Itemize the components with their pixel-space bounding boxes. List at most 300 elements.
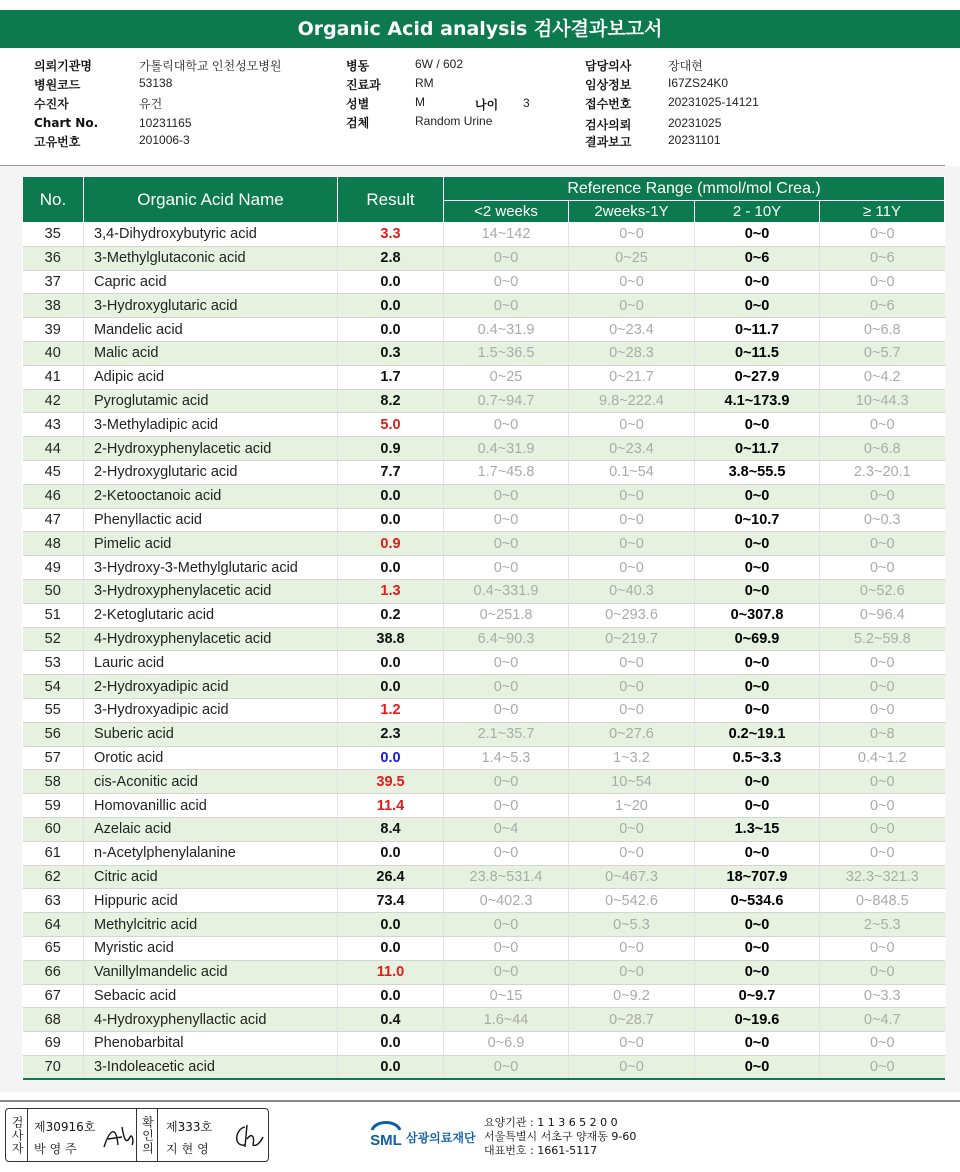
info-label: 고유번호 xyxy=(34,135,81,149)
acid-name: Phenyllactic acid xyxy=(84,508,338,532)
row-number: 53 xyxy=(23,651,84,675)
table-row xyxy=(23,865,945,889)
table-row xyxy=(23,389,945,413)
reference-range: 0~0 xyxy=(695,294,820,318)
reference-range: 0~542.6 xyxy=(569,889,695,913)
row-number: 35 xyxy=(23,223,84,247)
table-row xyxy=(23,556,945,580)
info-label: 병동 xyxy=(346,59,370,73)
table-row xyxy=(23,294,945,318)
acid-name: 3-Indoleacetic acid xyxy=(84,1055,338,1079)
reference-range: 0~0 xyxy=(695,651,820,675)
table-row xyxy=(23,770,945,794)
table-row xyxy=(23,1008,945,1032)
row-number: 43 xyxy=(23,413,84,437)
reference-range: 0~25 xyxy=(569,246,695,270)
reference-range: 0~0 xyxy=(695,413,820,437)
acid-name: Mandelic acid xyxy=(84,318,338,342)
result-value: 0.0 xyxy=(338,984,444,1008)
header-range-11y: ≥ 11Y xyxy=(820,201,945,223)
table-row xyxy=(23,460,945,484)
reference-range: 0~6.9 xyxy=(444,1032,569,1056)
acid-name: Capric acid xyxy=(84,270,338,294)
result-value: 0.9 xyxy=(338,437,444,461)
row-number: 56 xyxy=(23,722,84,746)
row-number: 69 xyxy=(23,1032,84,1056)
reference-range: 0.1~54 xyxy=(569,460,695,484)
header-range-2-10y: 2 - 10Y xyxy=(695,201,820,223)
reference-range: 0~0 xyxy=(569,960,695,984)
info-value: 20231025 xyxy=(668,116,722,130)
info-label: 결과보고 xyxy=(585,135,632,149)
table-row xyxy=(23,984,945,1008)
reference-range: 0~69.9 xyxy=(695,627,820,651)
age-label: 나이 xyxy=(475,98,499,112)
reference-range: 0~0 xyxy=(444,413,569,437)
info-label: 접수번호 xyxy=(585,97,632,111)
reference-range: 1.4~5.3 xyxy=(444,746,569,770)
result-value: 0.0 xyxy=(338,746,444,770)
info-value: 장대현 xyxy=(668,59,703,73)
result-value: 0.0 xyxy=(338,1032,444,1056)
reference-range: 0~0 xyxy=(444,794,569,818)
reference-range: 0~0 xyxy=(569,413,695,437)
reference-range: 0~11.7 xyxy=(695,318,820,342)
acid-name: 2-Hydroxyglutaric acid xyxy=(84,460,338,484)
reference-range: 2.3~20.1 xyxy=(820,460,945,484)
info-value: M xyxy=(415,95,425,109)
result-value: 1.3 xyxy=(338,579,444,603)
reference-range: 0~0 xyxy=(444,508,569,532)
table-row xyxy=(23,1032,945,1056)
result-value: 0.0 xyxy=(338,556,444,580)
result-value: 73.4 xyxy=(338,889,444,913)
row-number: 68 xyxy=(23,1008,84,1032)
reference-range: 0~28.3 xyxy=(569,341,695,365)
reference-range: 0~0 xyxy=(695,675,820,699)
row-number: 40 xyxy=(23,341,84,365)
acid-name: Citric acid xyxy=(84,865,338,889)
acid-name: 2-Ketooctanoic acid xyxy=(84,484,338,508)
result-value: 11.0 xyxy=(338,960,444,984)
table-row xyxy=(23,270,945,294)
reference-range: 0~19.6 xyxy=(695,1008,820,1032)
reference-range: 0~5.3 xyxy=(569,913,695,937)
results-body xyxy=(23,223,945,1080)
result-value: 5.0 xyxy=(338,413,444,437)
reference-range: 0~0 xyxy=(820,1032,945,1056)
row-number: 44 xyxy=(23,437,84,461)
reference-range: 0~0 xyxy=(820,532,945,556)
reference-range: 0~0 xyxy=(695,579,820,603)
reference-range: 0.7~94.7 xyxy=(444,389,569,413)
reference-range: 0~0 xyxy=(820,413,945,437)
reference-range: 0~10.7 xyxy=(695,508,820,532)
reference-range: 0~27.6 xyxy=(569,722,695,746)
reference-range: 0~0 xyxy=(820,794,945,818)
result-value: 7.7 xyxy=(338,460,444,484)
table-row xyxy=(23,318,945,342)
reference-range: 0~0 xyxy=(444,532,569,556)
reference-range: 0~0 xyxy=(695,1055,820,1079)
table-row xyxy=(23,889,945,913)
acid-name: Lauric acid xyxy=(84,651,338,675)
confirm-label: 확인의 xyxy=(136,1109,158,1161)
acid-name: Adipic acid xyxy=(84,365,338,389)
reference-range: 0~0 xyxy=(444,484,569,508)
reference-range: 0~0 xyxy=(444,294,569,318)
age-value: 3 xyxy=(523,96,530,110)
tester-code: 제30916호 xyxy=(34,1120,96,1134)
reference-range: 0~6 xyxy=(820,294,945,318)
info-label: 임상정보 xyxy=(585,78,632,92)
info-label: 수진자 xyxy=(34,97,69,111)
reference-range: 0~4.2 xyxy=(820,365,945,389)
reference-range: 0~0 xyxy=(569,651,695,675)
info-label: 담당의사 xyxy=(585,59,632,73)
reference-range: 0.2~19.1 xyxy=(695,722,820,746)
table-row xyxy=(23,508,945,532)
row-number: 65 xyxy=(23,936,84,960)
result-value: 0.0 xyxy=(338,508,444,532)
result-value: 0.0 xyxy=(338,936,444,960)
reference-range: 0~4 xyxy=(444,817,569,841)
patient-info xyxy=(0,55,960,165)
acid-name: cis-Aconitic acid xyxy=(84,770,338,794)
row-number: 51 xyxy=(23,603,84,627)
reference-range: 18~707.9 xyxy=(695,865,820,889)
reference-range: 1.3~15 xyxy=(695,817,820,841)
info-label: 병원코드 xyxy=(34,78,81,92)
reference-range: 0~0 xyxy=(569,556,695,580)
header-name: Organic Acid Name xyxy=(84,177,338,223)
reference-range: 0~6.8 xyxy=(820,318,945,342)
acid-name: 2-Hydroxyadipic acid xyxy=(84,675,338,699)
acid-name: Hippuric acid xyxy=(84,889,338,913)
reference-range: 0~293.6 xyxy=(569,603,695,627)
row-number: 64 xyxy=(23,913,84,937)
row-number: 63 xyxy=(23,889,84,913)
reference-range: 0~467.3 xyxy=(569,865,695,889)
result-value: 8.2 xyxy=(338,389,444,413)
reference-range: 0~0 xyxy=(444,936,569,960)
reference-range: 0~0 xyxy=(444,770,569,794)
tester-signature-icon xyxy=(102,1119,136,1153)
result-value: 2.3 xyxy=(338,722,444,746)
reference-range: 0~0 xyxy=(820,223,945,247)
reference-range: 0~0 xyxy=(820,698,945,722)
reference-range: 3.8~55.5 xyxy=(695,460,820,484)
reference-range: 0~0 xyxy=(569,1032,695,1056)
table-row xyxy=(23,532,945,556)
org-line: 서울특별시 서초구 양재동 9-60 xyxy=(484,1130,637,1143)
acid-name: 3-Methyladipic acid xyxy=(84,413,338,437)
acid-name: 3-Hydroxyadipic acid xyxy=(84,698,338,722)
reference-range: 0~96.4 xyxy=(820,603,945,627)
reference-range: 0~0 xyxy=(569,936,695,960)
result-value: 39.5 xyxy=(338,770,444,794)
table-row xyxy=(23,913,945,937)
reference-range: 9.8~222.4 xyxy=(569,389,695,413)
reference-range: 0~15 xyxy=(444,984,569,1008)
result-value: 1.7 xyxy=(338,365,444,389)
reference-range: 0~9.7 xyxy=(695,984,820,1008)
table-row xyxy=(23,484,945,508)
reference-range: 0~0 xyxy=(820,841,945,865)
row-number: 60 xyxy=(23,817,84,841)
table-row xyxy=(23,413,945,437)
reference-range: 0~0 xyxy=(695,556,820,580)
reference-range: 1.7~45.8 xyxy=(444,460,569,484)
reference-range: 0~0 xyxy=(444,246,569,270)
row-number: 45 xyxy=(23,460,84,484)
acid-name: 2-Ketoglutaric acid xyxy=(84,603,338,627)
reference-range: 0~11.5 xyxy=(695,341,820,365)
result-value: 0.0 xyxy=(338,913,444,937)
row-number: 47 xyxy=(23,508,84,532)
reference-range: 10~44.3 xyxy=(820,389,945,413)
reference-range: 0~402.3 xyxy=(444,889,569,913)
row-number: 59 xyxy=(23,794,84,818)
acid-name: Azelaic acid xyxy=(84,817,338,841)
acid-name: 4-Hydroxyphenyllactic acid xyxy=(84,1008,338,1032)
reference-range: 0~0 xyxy=(569,532,695,556)
reference-range: 1.5~36.5 xyxy=(444,341,569,365)
table-row xyxy=(23,675,945,699)
row-number: 36 xyxy=(23,246,84,270)
reference-range: 0~0 xyxy=(820,770,945,794)
header-range-under-2w: <2 weeks xyxy=(444,201,569,223)
reference-range: 0~0 xyxy=(569,698,695,722)
acid-name: Malic acid xyxy=(84,341,338,365)
reference-range: 0~5.7 xyxy=(820,341,945,365)
reference-range: 1.6~44 xyxy=(444,1008,569,1032)
row-number: 62 xyxy=(23,865,84,889)
reference-range: 0~0 xyxy=(569,294,695,318)
table-row xyxy=(23,365,945,389)
reference-range: 0~0 xyxy=(695,223,820,247)
acid-name: Phenobarbital xyxy=(84,1032,338,1056)
reference-range: 0.5~3.3 xyxy=(695,746,820,770)
reference-range: 0~21.7 xyxy=(569,365,695,389)
reference-range: 0~0 xyxy=(444,698,569,722)
reference-range: 0~0 xyxy=(820,484,945,508)
info-value: 6W / 602 xyxy=(415,57,464,71)
reference-range: 0~0 xyxy=(569,484,695,508)
reference-range: 0~534.6 xyxy=(695,889,820,913)
reference-range: 2~5.3 xyxy=(820,913,945,937)
result-value: 8.4 xyxy=(338,817,444,841)
row-number: 66 xyxy=(23,960,84,984)
org-info xyxy=(484,1116,636,1158)
reference-range: 0~0 xyxy=(695,698,820,722)
reference-range: 0~0 xyxy=(820,1055,945,1079)
reference-range: 0~0 xyxy=(569,1055,695,1079)
reference-range: 32.3~321.3 xyxy=(820,865,945,889)
result-value: 0.0 xyxy=(338,294,444,318)
info-label: Chart No. xyxy=(34,116,99,130)
row-number: 41 xyxy=(23,365,84,389)
reference-range: 0~0 xyxy=(444,651,569,675)
org-line: 대표번호 : 1661-5117 xyxy=(484,1144,598,1157)
row-number: 58 xyxy=(23,770,84,794)
info-value: I67ZS24K0 xyxy=(668,76,729,90)
info-value: 53138 xyxy=(139,76,173,90)
reference-range: 23.8~531.4 xyxy=(444,865,569,889)
reference-range: 0~27.9 xyxy=(695,365,820,389)
reference-range: 5.2~59.8 xyxy=(820,627,945,651)
reference-range: 0~219.7 xyxy=(569,627,695,651)
reference-range: 0~251.8 xyxy=(444,603,569,627)
result-value: 38.8 xyxy=(338,627,444,651)
reference-range: 10~54 xyxy=(569,770,695,794)
result-value: 11.4 xyxy=(338,794,444,818)
reference-range: 1~20 xyxy=(569,794,695,818)
info-value: 가톨릭대학교 인천성모병원 xyxy=(139,59,282,73)
result-value: 0.0 xyxy=(338,270,444,294)
reference-range: 0~4.7 xyxy=(820,1008,945,1032)
header-no: No. xyxy=(23,177,84,223)
info-label: 검체 xyxy=(346,116,370,130)
reference-range: 0~0 xyxy=(695,841,820,865)
acid-name: 3-Hydroxy-3-Methylglutaric acid xyxy=(84,556,338,580)
reference-range: 0~0 xyxy=(444,675,569,699)
reference-range: 0~40.3 xyxy=(569,579,695,603)
table-row xyxy=(23,936,945,960)
acid-name: Myristic acid xyxy=(84,936,338,960)
table-row xyxy=(23,579,945,603)
table-row xyxy=(23,341,945,365)
reference-range: 4.1~173.9 xyxy=(695,389,820,413)
info-value: 유건 xyxy=(139,97,163,111)
acid-name: Pimelic acid xyxy=(84,532,338,556)
reference-range: 2.1~35.7 xyxy=(444,722,569,746)
table-row xyxy=(23,960,945,984)
acid-name: 3-Methylglutaconic acid xyxy=(84,246,338,270)
result-value: 0.0 xyxy=(338,484,444,508)
reference-range: 0~0 xyxy=(820,675,945,699)
table-row xyxy=(23,1055,945,1079)
reference-range: 0~9.2 xyxy=(569,984,695,1008)
footer-divider xyxy=(0,1100,960,1102)
row-number: 50 xyxy=(23,579,84,603)
result-value: 0.3 xyxy=(338,341,444,365)
table-row xyxy=(23,698,945,722)
reference-range: 0.4~31.9 xyxy=(444,318,569,342)
row-number: 39 xyxy=(23,318,84,342)
info-value: 201006-3 xyxy=(139,133,190,147)
row-number: 48 xyxy=(23,532,84,556)
reference-range: 0~0.3 xyxy=(820,508,945,532)
row-number: 54 xyxy=(23,675,84,699)
row-number: 38 xyxy=(23,294,84,318)
reference-range: 0~0 xyxy=(444,841,569,865)
report-title: Organic Acid analysis 검사결과보고서 xyxy=(0,10,960,48)
reference-range: 0~0 xyxy=(820,936,945,960)
result-value: 0.0 xyxy=(338,651,444,675)
table-row xyxy=(23,627,945,651)
result-value: 0.0 xyxy=(338,675,444,699)
reference-range: 0~0 xyxy=(820,817,945,841)
reference-range: 0~3.3 xyxy=(820,984,945,1008)
acid-name: 2-Hydroxyphenylacetic acid xyxy=(84,437,338,461)
reference-range: 0~0 xyxy=(444,1055,569,1079)
reference-range: 0.4~31.9 xyxy=(444,437,569,461)
table-row xyxy=(23,817,945,841)
result-value: 3.3 xyxy=(338,223,444,247)
info-value: 20231025-14121 xyxy=(668,95,759,109)
org-line: 요양기관 : 1 1 3 6 5 2 0 0 xyxy=(484,1116,618,1129)
confirm-name: 지현영 xyxy=(166,1142,213,1156)
row-number: 42 xyxy=(23,389,84,413)
reference-range: 0~307.8 xyxy=(695,603,820,627)
table-row xyxy=(23,722,945,746)
confirm-signature-icon xyxy=(231,1121,265,1153)
acid-name: Pyroglutamic acid xyxy=(84,389,338,413)
signature-box xyxy=(5,1108,269,1162)
reference-range: 0~848.5 xyxy=(820,889,945,913)
reference-range: 6.4~90.3 xyxy=(444,627,569,651)
reference-range: 0~0 xyxy=(569,675,695,699)
reference-range: 0~0 xyxy=(569,817,695,841)
sml-logo-text: SML xyxy=(370,1132,402,1149)
row-number: 67 xyxy=(23,984,84,1008)
reference-range: 0~0 xyxy=(695,270,820,294)
reference-range: 0~0 xyxy=(569,223,695,247)
reference-range: 0~28.7 xyxy=(569,1008,695,1032)
acid-name: n-Acetylphenylalanine xyxy=(84,841,338,865)
result-value: 26.4 xyxy=(338,865,444,889)
confirm-code: 제333호 xyxy=(166,1120,213,1134)
row-number: 55 xyxy=(23,698,84,722)
tester-label: 검사자 xyxy=(6,1109,28,1161)
reference-range: 1~3.2 xyxy=(569,746,695,770)
reference-range: 0~0 xyxy=(444,913,569,937)
reference-range: 0~6.8 xyxy=(820,437,945,461)
row-number: 70 xyxy=(23,1055,84,1079)
reference-range: 0~23.4 xyxy=(569,318,695,342)
header-result: Result xyxy=(338,177,444,223)
reference-range: 0.4~1.2 xyxy=(820,746,945,770)
info-label: 의뢰기관명 xyxy=(34,59,92,73)
acid-name: Homovanillic acid xyxy=(84,794,338,818)
reference-range: 14~142 xyxy=(444,223,569,247)
acid-name: Vanillylmandelic acid xyxy=(84,960,338,984)
reference-range: 0~0 xyxy=(569,841,695,865)
header-range-2w-1y: 2weeks-1Y xyxy=(569,201,695,223)
reference-range: 0~0 xyxy=(695,913,820,937)
table-row xyxy=(23,651,945,675)
acid-name: 3-Hydroxyglutaric acid xyxy=(84,294,338,318)
table-row xyxy=(23,603,945,627)
reference-range: 0~0 xyxy=(695,532,820,556)
reference-range: 0~0 xyxy=(569,508,695,532)
info-label: 검사의뢰 xyxy=(585,118,632,132)
row-number: 61 xyxy=(23,841,84,865)
sml-logo-icon xyxy=(366,1116,406,1156)
info-label: 성별 xyxy=(346,97,370,111)
row-number: 49 xyxy=(23,556,84,580)
result-value: 0.0 xyxy=(338,1055,444,1079)
row-number: 46 xyxy=(23,484,84,508)
result-value: 0.0 xyxy=(338,318,444,342)
result-value: 0.4 xyxy=(338,1008,444,1032)
acid-name: Suberic acid xyxy=(84,722,338,746)
reference-range: 0~6 xyxy=(695,246,820,270)
info-label: 진료과 xyxy=(346,78,381,92)
result-value: 1.2 xyxy=(338,698,444,722)
reference-range: 0~0 xyxy=(820,556,945,580)
